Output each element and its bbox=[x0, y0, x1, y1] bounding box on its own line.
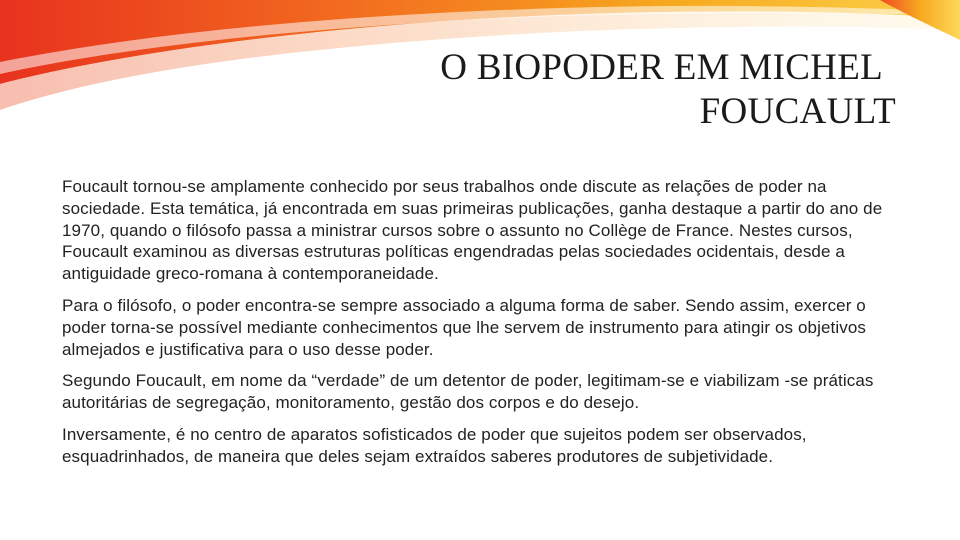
slide-title-line-2: FOUCAULT bbox=[699, 91, 896, 132]
body-paragraph-2: Para o filósofo, o poder encontra-se sempre associado a alguma forma de saber. Sendo assim, exercer o poder torna-se possível mediante conhecimentos que lhe servem de instrumento para atingir os objetivos almejados e justificativa para o uso desse poder. bbox=[62, 295, 866, 359]
body-paragraph-3: Segundo Foucault, em nome da “verdade” de um detentor de poder, legitimam-se e viabilizam -se práticas autoritárias de segregação, monitoramento, gestão dos corpos e do desejo. bbox=[62, 371, 874, 413]
body-paragraph-4: Inversamente, é no centro de aparatos sofisticados de poder que sujeitos podem ser observados, esquadrinhados, de maneira que deles sejam extraídos saberes produtores de subjetividade. bbox=[62, 424, 807, 466]
slide-body bbox=[62, 176, 907, 478]
body-paragraph-1: Foucault tornou-se amplamente conhecido por seus trabalhos onde discute as relações de poder na sociedade. Esta temática, já encontrada em suas primeiras publicações, ganha destaque a partir do ano de 1970, quando o filósofo passa a ministrar cursos sobre o assunto no Collège de France. Nestes cursos, Foucault examinou as diversas estruturas políticas engendradas pelas sociedades ocidentais, desde a antiguidade greco-romana à contemporaneidade. bbox=[62, 177, 883, 284]
slide-title bbox=[360, 46, 896, 134]
slide-title-line-1: O BIOPODER EM MICHEL bbox=[440, 47, 883, 88]
